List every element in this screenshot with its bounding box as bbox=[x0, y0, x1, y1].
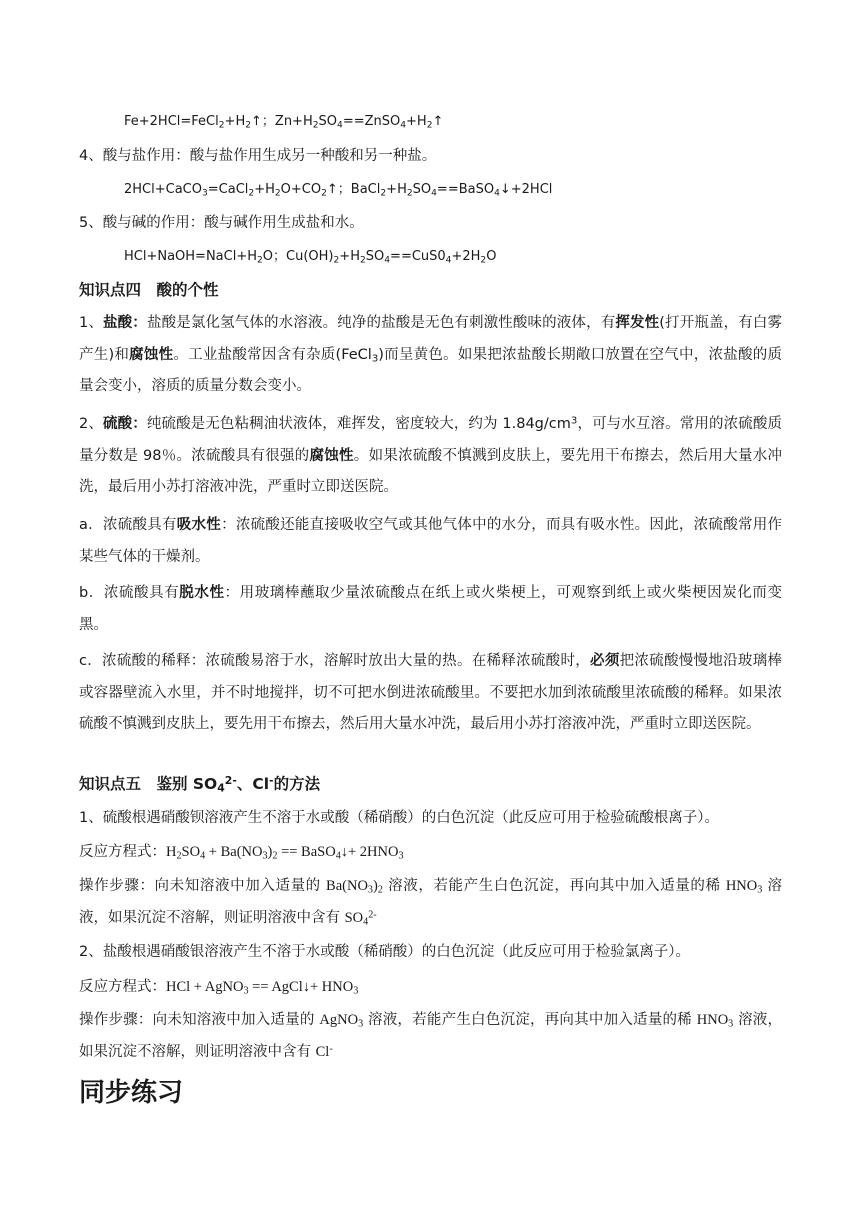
heading-knowledge-point-5: 知识点五 鉴别 $SO_4^{2-}$、Cl-的方法 bbox=[79, 774, 321, 795]
section-title-practice: 同步练习 bbox=[79, 1078, 184, 1108]
sulfate-test-description: 1、硫酸根遇硝酸钡溶液产生不溶于水或酸（稀硝酸）的白色沉淀（此反应可用于检验硫酸根离子）。 bbox=[79, 810, 719, 826]
chloride-reaction-equation: 反应方程式：HCl + AgNO$_3$ == AgCl↓+ $HNO_3$ bbox=[79, 979, 359, 997]
sulfate-test-procedure: 操作步骤：向未知溶液中加入适量的 $Ba(NO_3)_2$ 溶液，若能产生白色沉淀，再向其中加入适量的稀 $HNO_3$ 溶液，如果沉淀不溶解，则证明溶液中含有 $SO_4^{2-}$ bbox=[79, 878, 783, 928]
equation-acid-base: $HCl+NaOH=NaCl+H_2O$；$Cu(OH)_2+H_2SO_4==CuS0_4+2H_2O$ bbox=[124, 249, 497, 266]
chloride-test-description: 2、盐酸根遇硝酸银溶液产生不溶于水或酸（稀硝酸）的白色沉淀（此反应可用于检验氯离子）。 bbox=[79, 944, 690, 960]
chloride-test-procedure: 操作步骤：向未知溶液中加入适量的 AgNO$_3$ 溶液，若能产生白色沉淀，再向其中加入适量的稀 $HNO_3$ 溶液，如果沉淀不溶解，则证明溶液中含有 Cl- bbox=[79, 1012, 783, 1060]
paragraph-item-c: c．浓硫酸的稀释：浓硫酸易溶于水，溶解时放出大量的热。在稀释浓硫酸时，必须把浓硫酸慢慢地沿玻璃棒或容器壁流入水里，并不时地搅拌，切不可把水倒进浓硫酸里。不要把水加到浓硫酸里浓硫酸的稀释。如果浓硫酸不慎溅到皮肤上，要先用干布擦去，然后用大量水冲洗，最后用小苏打溶液冲洗，严重时立即送医院。 bbox=[79, 653, 783, 732]
item-4-acid-salt: 4、酸与盐作用：酸与盐作用生成另一种酸和另一种盐。 bbox=[79, 148, 437, 164]
paragraph-sulfuric-acid: 2、硫酸：纯硫酸是无色粘稠油状液体，难挥发，密度较大，约为 $1.84g/cm^3$，可与水互溶。常用的浓硫酸质量分数是 98％。浓硫酸具有很强的腐蚀性。如果浓硫酸不慎溅到皮肤上，要先用干布擦去，然后用大量水冲洗，最后用小苏打溶液冲洗，严重时立即送医院。 bbox=[79, 415, 783, 495]
equation-acid-salt: $2HCl+CaCO_3=CaCl_2+H_2O+CO_2↑$；$BaCl_2+H_2SO_4==BaSO_4↓+2HCl$ bbox=[124, 182, 553, 199]
paragraph-hydrochloric-acid: 1、盐酸：盐酸是氯化氢气体的水溶液。纯净的盐酸是无色有刺激性酸味的液体，有挥发性(打开瓶盖，有白雾产生)和腐蚀性。工业盐酸常因含有杂质(FeCl$_3$)而呈黄色。如果把浓盐酸长期敞口放置在空气中，浓盐酸的质量会变小，溶质的质量分数会变小。 bbox=[79, 315, 783, 394]
sulfate-reaction-equation: 反应方程式：$H_2SO_4 + Ba(NO_3)_2$ == BaSO$_4$↓+ $2HNO_3$ bbox=[79, 844, 404, 862]
equation-acid-metal: $Fe+2HCl=FeCl_2+H_2↑$；$Zn+H_2SO_4==ZnSO_4+H_2↑$ bbox=[124, 114, 444, 131]
paragraph-item-b: b．浓硫酸具有脱水性：用玻璃棒蘸取少量浓硫酸点在纸上或火柴梗上，可观察到纸上或火柴梗因炭化而变黑。 bbox=[79, 585, 782, 633]
item-5-acid-base: 5、酸与碱的作用：酸与碱作用生成盐和水。 bbox=[79, 215, 364, 231]
paragraph-item-a: a．浓硫酸具有吸水性：浓硫酸还能直接吸收空气或其他气体中的水分，而具有吸水性。因此，浓硫酸常用作某些气体的干燥剂。 bbox=[79, 517, 783, 565]
heading-knowledge-point-4: 知识点四 酸的个性 bbox=[79, 281, 219, 299]
